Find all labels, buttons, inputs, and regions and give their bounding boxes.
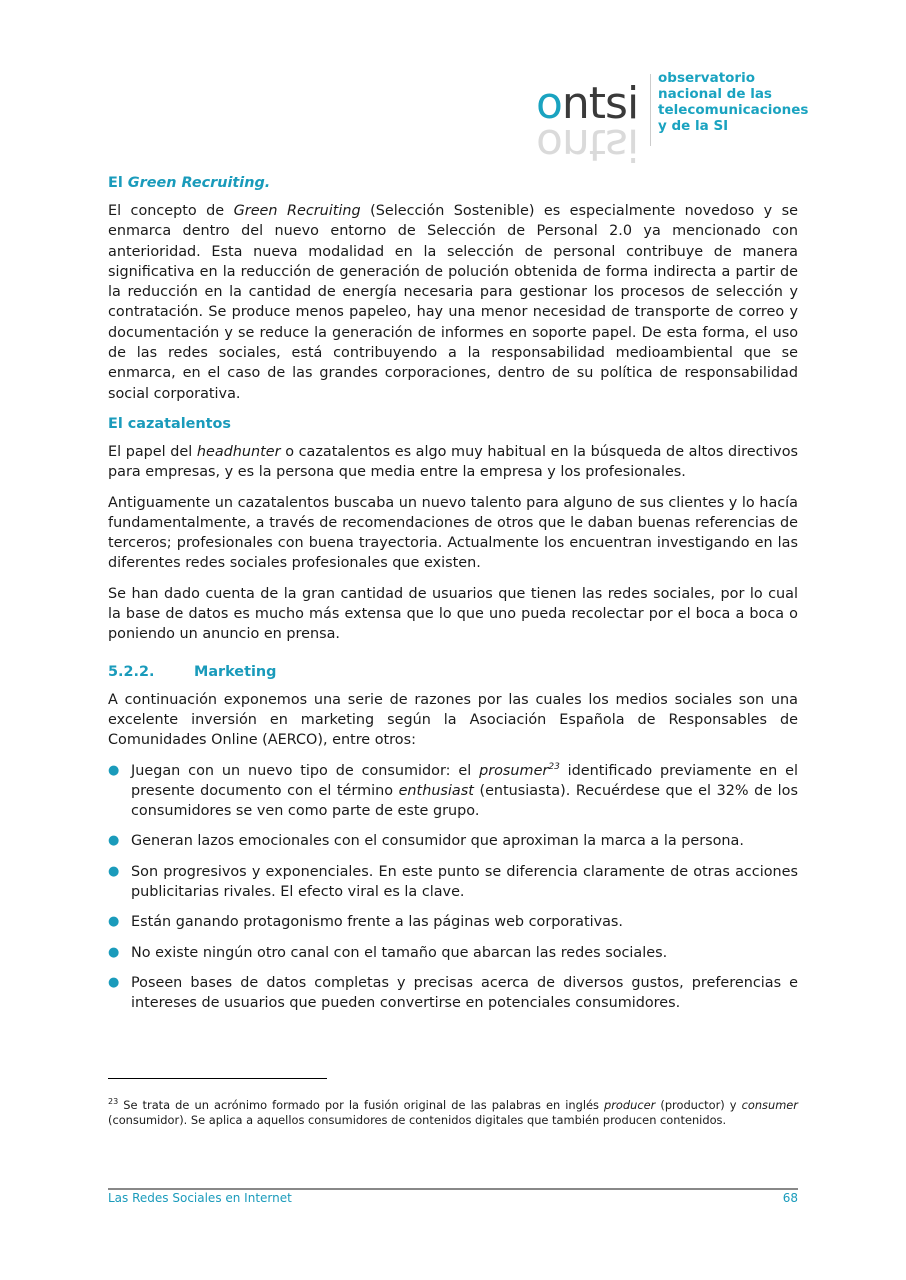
list-item: ● Juegan con un nuevo tipo de consumidor: el prosumer$^{23}$ identificado previamente en el presente documento con el término enthusiast (entusiasta). Recuérdese que el 32% de los consumidores se ven como parte de este grupo. [108,761,798,820]
bullet-list [108,761,798,1014]
footer-title: Las Redes Sociales en Internet [108,1191,292,1205]
logo-text [658,70,808,134]
list-item: ● Están ganando protagonismo frente a las páginas web corporativas. [108,912,798,932]
paragraph: A continuación exponemos una serie de razones por las cuales los medios sociales son una excelente inversión en marketing según la Asociación Española de Responsables de Comunidades Online (AERCO), entre otros: [108,691,798,749]
bullet-icon: ● [108,944,120,960]
logo-reflection: ontsi [536,119,639,170]
footnote-ref[interactable]: 23 [548,761,560,772]
logo-line: telecomunicaciones [658,102,809,118]
paragraph: El papel del headhunter o cazatalentos es algo muy habitual en la búsqueda de altos directivos para empresas, y es la persona que media entre la empresa y los profesionales. [108,443,798,481]
heading-marketing: 5.2.2. Marketing [108,663,277,680]
bullet-icon: ● [108,833,120,849]
heading-green-recruiting: El Green Recruiting. [108,175,271,191]
paragraph: Se han dado cuenta de la gran cantidad de usuarios que tienen las redes sociales, por lo cual la base de datos es mucho más extensa que lo que uno pueda recolectar por el boca a boca o poniendo un anuncio en prensa. [108,585,798,643]
bullet-icon: ● [108,974,120,990]
footer-divider [108,1188,798,1190]
list-item: ● Poseen bases de datos completas y precisas acerca de diversos gustos, preferencias e intereses de usuarios que pueden convertirse en potenciales consumidores. [108,974,798,1012]
bullet-icon: ● [108,762,120,778]
logo-line: observatorio [658,70,755,86]
list-item: ● Son progresivos y exponenciales. En este punto se diferencia claramente de otras acciones publicitarias rivales. El efecto viral es la clave. [108,863,798,901]
logo-line: nacional de las [658,86,772,102]
paragraph: Antiguamente un cazatalentos buscaba un nuevo talento para alguno de sus clientes y lo hacía fundamentalmente, a través de recomendaciones de otros que le daban buenas referencias de terceros; profesionales con buena trayectoria. Actualmente los encuentran investigando en las diferentes redes sociales profesionales que existen. [108,494,798,572]
list-item: ● Generan lazos emocionales con el consumidor que aproximan la marca a la persona. [108,831,798,851]
page-footer [108,1191,798,1205]
footnote: $^{23}$ Se trata de un acrónimo formado por la fusión original de las palabras en inglés producer (productor) y consumer (consumidor). Se aplica a aquellos consumidores de contenidos digitales que también producen contenidos. [108,1097,798,1127]
page-number: 68 [782,1191,798,1205]
footnote-divider [108,1078,327,1079]
list-item: ● No existe ningún otro canal con el tamaño que abarcan las redes sociales. [108,943,798,963]
paragraph: El concepto de Green Recruiting (Selección Sostenible) es especialmente novedoso y se enmarca dentro del nuevo entorno de Selección de Personal 2.0 ya mencionado con anterioridad. Esta nueva modalidad en la selección de personal contribuye de manera significativa en la reducción de generación de polución obtenida de forma indirecta a partir de la reducción en la cantidad de energía necesaria para gestionar los procesos de selección y contratación. Se produce menos papeleo, hay una menor necesidad de transporte de correo y documentación y se reduce la generación de informes en soporte papel. De esta forma, el uso de las redes sociales, está contribuyendo a la responsabilidad medioambiental que se enmarca, en el caso de las grandes corporaciones, dentro de su política de responsabilidad social corporativa. [108,203,798,402]
logo-divider [650,74,651,146]
ontsi-logo [536,70,809,170]
page-body [108,173,798,1024]
logo-wordmark: ontsi [536,78,639,129]
bullet-icon: ● [108,863,120,879]
heading-cazatalentos: El cazatalentos [108,415,231,432]
bullet-icon: ● [108,914,120,930]
logo-line: y de la SI [658,118,729,134]
